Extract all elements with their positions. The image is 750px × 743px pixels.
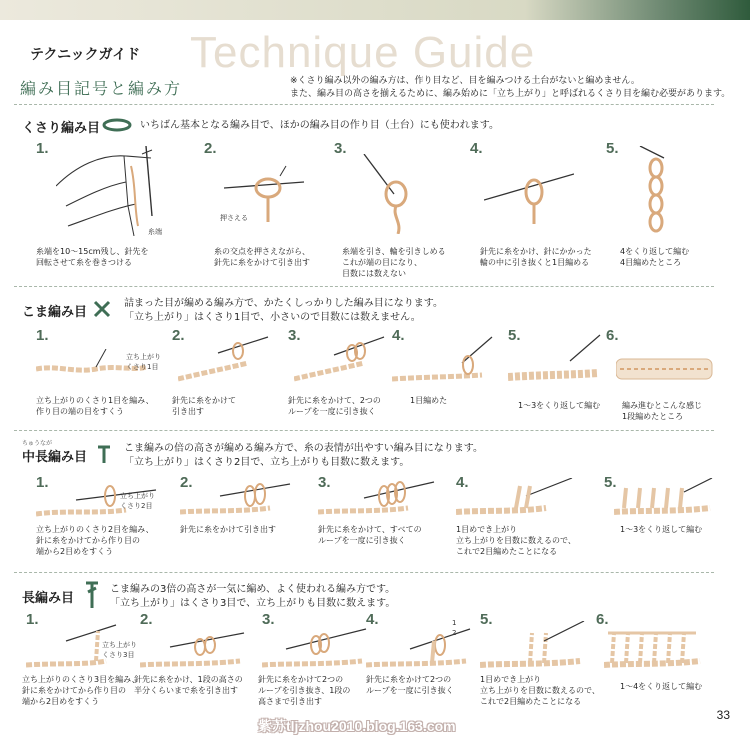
draw-up-loop-illustration <box>178 333 278 387</box>
step-number: 6. <box>606 327 619 344</box>
step-number: 6. <box>596 611 609 628</box>
step-caption-line-2: 作り目の端の目をすくう <box>36 407 124 416</box>
double-crochet-symbol-icon <box>84 580 100 610</box>
step-caption-line-1: 立ち上がりのくさり2目を編み、 <box>36 525 154 534</box>
pull-through-illustration <box>484 164 574 224</box>
step-caption-line-1: 針先に糸をかけて引き出す <box>180 525 276 534</box>
step-number: 1. <box>36 327 49 344</box>
step-number: 5. <box>604 474 617 491</box>
step-caption-line-3: 端から2目めをすくう <box>22 697 100 706</box>
step-caption-line-2: 回転させて糸を巻きつける <box>36 258 132 267</box>
label-chain-2: くさり2目 <box>120 502 153 510</box>
blog-watermark: 紫苏tljzhou2010.blog.163.com <box>258 718 456 734</box>
step-caption-line-3: 目数には数えない <box>342 269 406 278</box>
step-caption-line-1: 針先に糸をかけ、1段の高さの <box>134 675 243 684</box>
step-number: 2. <box>180 474 193 491</box>
step-caption-line-1: 4をくり返して編む <box>620 247 690 256</box>
step-caption-line-3: 端から2目めをすくう <box>36 547 114 556</box>
step-number: 1. <box>36 140 49 157</box>
step-caption-line-2: ループを一度に引き抜く <box>366 686 454 695</box>
page-subtitle: 編み目記号と編み方 <box>20 79 183 98</box>
step-caption-line-1: 1目めでき上がり <box>456 525 518 534</box>
divider <box>14 572 714 573</box>
double-step-2 <box>134 611 268 707</box>
step-number: 4. <box>470 140 483 157</box>
single-step-1 <box>36 327 166 419</box>
step-caption-line-1: 針先に糸をかけて2つの <box>366 675 452 684</box>
step-number: 2. <box>172 327 185 344</box>
label-step-marker-1: 1 <box>452 619 457 627</box>
intro-note-line-2: また、編み目の高さを揃えるために、編み始めに「立ち上がり」と呼ばれるくさり目を編む必要があります。 <box>290 89 731 99</box>
first-double-done-illustration <box>480 621 590 671</box>
double-step-5 <box>480 611 604 707</box>
step-caption-line-1: 1〜3をくり返して編む <box>620 525 703 534</box>
step-caption-line-2: 立ち上がりを目数に数えるので、 <box>456 536 576 545</box>
finished-row-illustration <box>616 347 716 387</box>
half-step-1 <box>36 474 176 564</box>
step-caption-line-1: 1目めでき上がり <box>480 675 542 684</box>
chain-row-illustration <box>636 146 676 242</box>
step-caption-line-3: 高さまで引き出す <box>258 697 322 706</box>
step-caption-line-1: 1〜3をくり返して編む <box>518 401 601 410</box>
step-number: 4. <box>456 474 469 491</box>
step-caption-line-2: 半分くらいまで糸を引き出す <box>134 686 238 695</box>
section-desc-double-line-1: こま編みの3倍の高さが一気に編め、よく使われる編み方です。 <box>110 584 396 595</box>
step-caption-line-2: ループを一度に引き抜く <box>288 407 376 416</box>
pull-loop-illustration <box>180 478 300 520</box>
step-caption-line-1: 針先に糸をかけ、針にかかった <box>480 247 592 256</box>
step-caption-line-2: 輪の中に引き抜くと1目編める <box>480 258 590 267</box>
section-desc-half-line-1: こま編みの倍の高さが編める編み方で、糸の表情が出やすい編み目になります。 <box>124 443 483 454</box>
step-number: 3. <box>318 474 331 491</box>
step-caption-line-3: これで2目編めたことになる <box>480 697 582 706</box>
section-desc-single-line-2: 「立ち上がり」はくさり1目で、小さいので目数には数えません。 <box>124 312 421 323</box>
single-step-5 <box>508 327 608 419</box>
label-chain-3: くさり3目 <box>102 651 135 659</box>
step-caption-line-1: 針先に糸をかけて2つの <box>258 675 344 684</box>
step-caption-line-2: 1段編めたところ <box>622 412 684 421</box>
label-yarn-end: 糸端 <box>148 228 162 236</box>
page-number: 33 <box>716 708 730 722</box>
yarn-over-pull-illustration <box>294 333 394 387</box>
chain-step-4 <box>470 140 610 272</box>
first-stitch-done-illustration <box>456 478 576 520</box>
half-step-3 <box>318 474 458 564</box>
section-title-chain: くさり編み目 <box>22 121 101 136</box>
step-caption-line-2: これが端の目になり、 <box>342 258 422 267</box>
chain-step-2 <box>204 140 324 272</box>
half-step-4 <box>456 474 606 564</box>
double-step-6 <box>596 611 716 707</box>
hand-and-hook-illustration <box>56 146 176 236</box>
step-caption-line-2: 引き出す <box>172 407 204 416</box>
step-number: 4. <box>366 611 379 628</box>
step-caption-line-1: 針先に糸をかけて、すべての <box>318 525 422 534</box>
step-caption-line-2: 針に糸をかけてから作り目の <box>22 686 126 695</box>
label-turning-chain: 立ち上がり <box>102 641 137 649</box>
pull-half-illustration <box>140 625 250 671</box>
step-caption-line-2: ループを引き抜き、1段の <box>258 686 351 695</box>
step-caption-line-1: 1目編めた <box>410 396 448 405</box>
step-number: 3. <box>262 611 275 628</box>
pull-two-loops-illustration <box>262 625 372 671</box>
step-number: 5. <box>508 327 521 344</box>
step-caption-line-1: 糸端を10〜15cm残し、針先を <box>36 247 149 256</box>
step-number: 2. <box>204 140 217 157</box>
double-crochet-row-illustration <box>604 621 704 671</box>
step-caption-line-2: ループを一度に引き抜く <box>318 536 406 545</box>
step-caption-line-3: これで2目編めたことになる <box>456 547 558 556</box>
step-caption-line-2: 針先に糸をかけて引き出す <box>214 258 310 267</box>
step-caption-line-2: 針に糸をかけてから作り目の <box>36 536 140 545</box>
step-caption-line-1: 立ち上がりのくさり1目を編み、 <box>36 396 154 405</box>
section-desc-half-line-2: 「立ち上がり」はくさり2目で、立ち上がりも目数に数えます。 <box>124 457 410 468</box>
step-caption-line-1: 立ち上がりのくさり3目を編み、 <box>22 675 140 684</box>
section-title-single-crochet: こま編み目 <box>22 305 88 320</box>
double-step-1 <box>22 611 146 707</box>
step-number: 1. <box>26 611 39 628</box>
step-caption-line-1: 糸端を引き、輪を引きしめる <box>342 247 446 256</box>
step-caption-line-1: 針先に糸をかけて、2つの <box>288 396 381 405</box>
half-double-symbol-icon <box>96 444 112 464</box>
step-caption-line-1: 糸の交点を押さえながら、 <box>214 247 310 256</box>
step-number: 1. <box>36 474 49 491</box>
intro-note-line-1: ※くさり編み以外の編み方は、作り目など、目を編みつける土台がないと編めません。 <box>290 76 640 86</box>
section-desc-double-line-2: 「立ち上がり」はくさり3目で、立ち上がりも目数に数えます。 <box>110 598 396 609</box>
hook-loop-illustration <box>224 162 314 222</box>
step-number: 3. <box>334 140 347 157</box>
tighten-loop-illustration <box>354 154 434 234</box>
title-watermark-english: Technique Guide <box>190 28 536 77</box>
chain-step-1 <box>36 140 186 272</box>
divider <box>14 286 714 287</box>
label-step-marker-2: 2 <box>452 629 457 637</box>
one-stitch-done-illustration <box>392 333 502 387</box>
step-number: 5. <box>480 611 493 628</box>
step-caption-line-1: 針先に糸をかけて <box>172 396 236 405</box>
section-desc-chain: いちばん基本となる編み目で、ほかの編み目の作り目（土台）にも使われます。 <box>140 120 499 131</box>
step-number: 5. <box>606 140 619 157</box>
step-caption-line-2: 4目編めたところ <box>620 258 682 267</box>
section-title-double-crochet: 長編み目 <box>22 591 75 606</box>
pull-through-all-illustration <box>318 478 438 520</box>
repeat-row-illustration <box>508 333 608 387</box>
section-title-half-double: 中長編み目 <box>22 450 88 465</box>
ruby-reading: ちゅうなが <box>22 440 53 447</box>
page-title: テクニックガイド <box>30 47 141 63</box>
label-turning-chain: 立ち上がり <box>126 353 161 361</box>
label-press: 押さえる <box>220 214 248 222</box>
double-step-3 <box>258 611 372 707</box>
double-step-4 <box>366 611 482 707</box>
divider <box>14 104 714 105</box>
chain-step-3 <box>334 140 464 280</box>
single-step-3 <box>288 327 398 419</box>
step-caption-line-1: 編み進むとこんな感じ <box>622 401 702 410</box>
chain-stitch-symbol-icon <box>101 117 133 133</box>
half-step-2 <box>180 474 310 564</box>
label-turning-chain: 立ち上がり <box>120 492 155 500</box>
pull-final-loops-illustration <box>366 621 476 671</box>
divider <box>14 430 714 431</box>
step-number: 2. <box>140 611 153 628</box>
label-chain-1: くさり1目 <box>126 363 159 371</box>
single-step-2 <box>172 327 282 419</box>
step-caption-line-2: 立ち上がりを目数に数えるので、 <box>480 686 600 695</box>
section-desc-single-line-1: 詰まった目が編める編み方で、かたくしっかりした編み目になります。 <box>124 298 443 309</box>
step-caption-line-1: 1〜4をくり返して編む <box>620 682 703 691</box>
step-number: 4. <box>392 327 405 344</box>
chain-step-5 <box>606 140 716 272</box>
half-double-row-illustration <box>614 478 714 520</box>
half-step-5 <box>604 474 716 564</box>
step-number: 3. <box>288 327 301 344</box>
single-step-4 <box>392 327 502 419</box>
top-color-band <box>0 0 750 20</box>
single-crochet-symbol-icon <box>92 299 112 319</box>
single-step-6 <box>606 327 716 419</box>
